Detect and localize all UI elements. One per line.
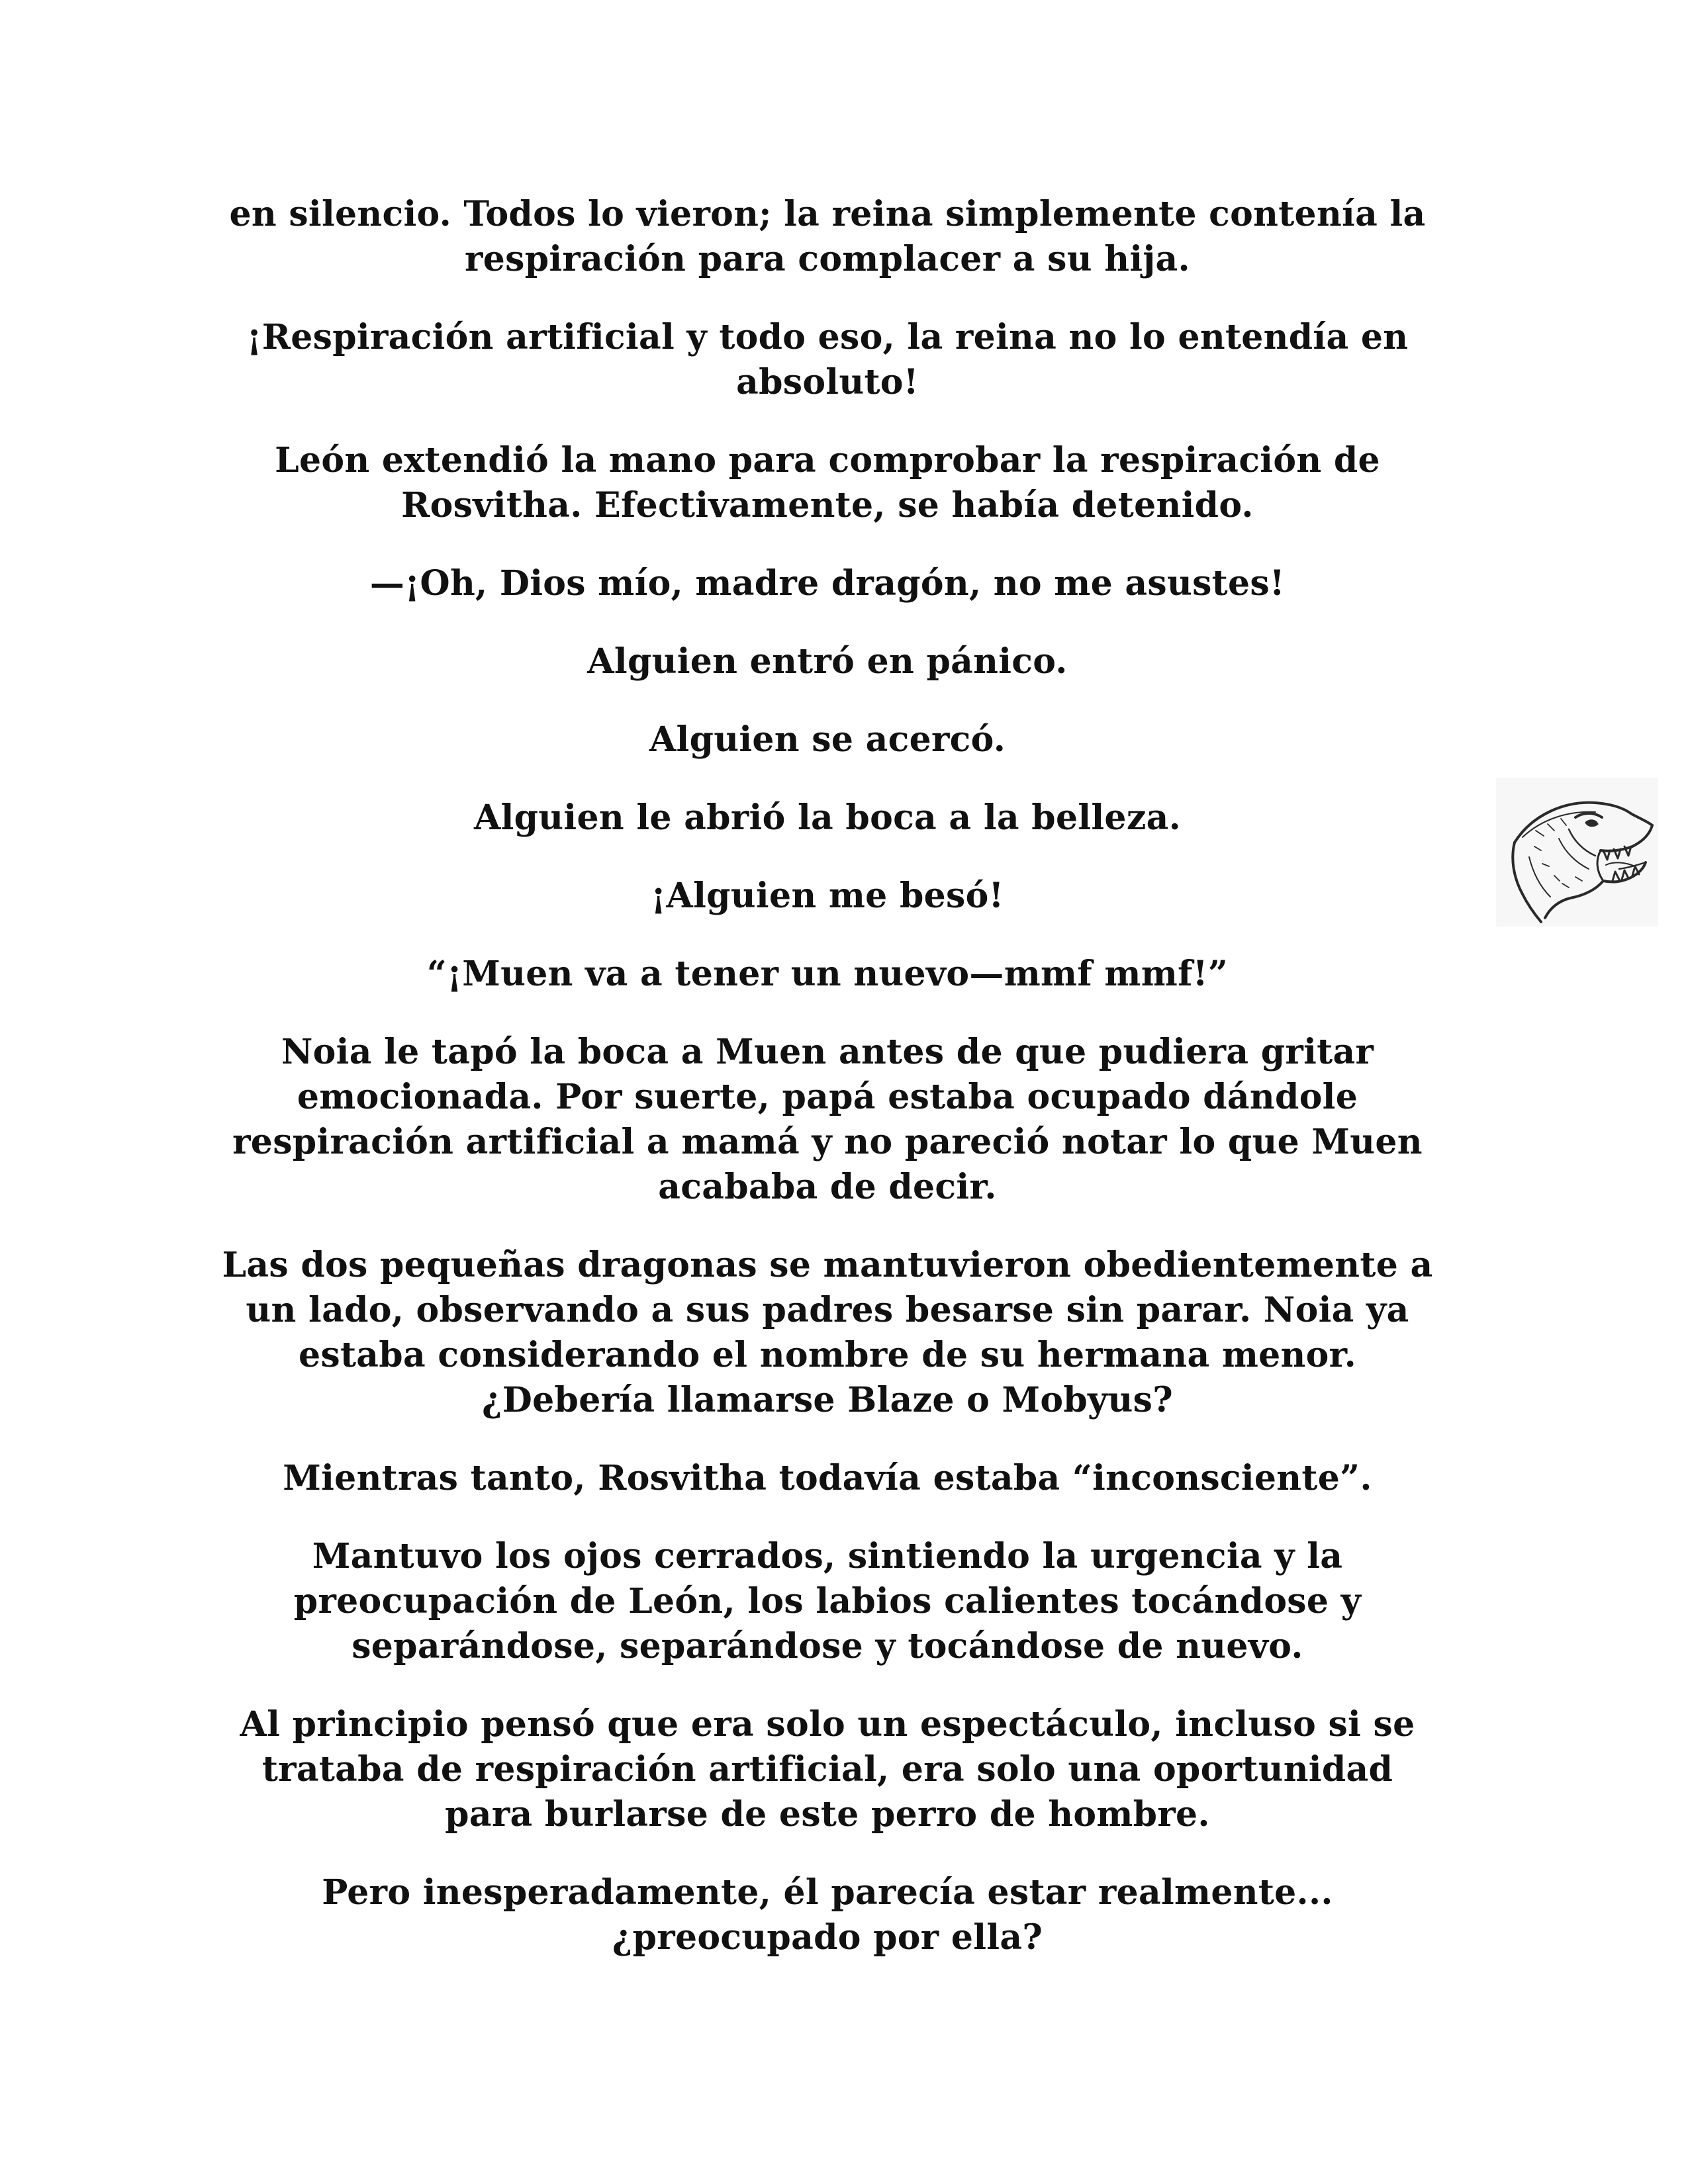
paragraph — [199, 561, 1456, 606]
paragraph-line: preocupación de León, los labios calientes tocándose y — [293, 1581, 1362, 1621]
paragraph-line: Las dos pequeñas dragonas se mantuvieron obedientemente a — [222, 1245, 1433, 1285]
paragraph — [199, 1534, 1456, 1669]
paragraph-line: “¡Muen va a tener un nuevo—mmf mmf!” — [426, 954, 1229, 994]
paragraph — [199, 438, 1456, 528]
paragraph-line: Alguien entró en pánico. — [587, 641, 1068, 682]
paragraph — [199, 874, 1456, 919]
page-body-text — [199, 192, 1456, 1993]
paragraph — [199, 1702, 1456, 1837]
paragraph — [199, 1456, 1456, 1501]
paragraph — [199, 1243, 1456, 1423]
paragraph-line: ¿preocupado por ella? — [612, 1917, 1043, 1958]
paragraph-line: León extendió la mano para comprobar la respiración de — [275, 440, 1380, 480]
dinosaur-head-sketch-icon — [1496, 778, 1658, 927]
paragraph-line: —¡Oh, Dios mío, madre dragón, no me asustes! — [369, 563, 1286, 604]
paragraph-line: acababa de decir. — [658, 1167, 997, 1207]
paragraph-line: respiración para complacer a su hija. — [465, 239, 1190, 279]
paragraph-line: para burlarse de este perro de hombre. — [445, 1794, 1210, 1835]
paragraph-line: respiración artificial a mamá y no pareció notar lo que Muen — [232, 1122, 1423, 1162]
paragraph — [199, 1870, 1456, 1960]
paragraph-line: Alguien le abrió la boca a la belleza. — [473, 797, 1182, 838]
paragraph-line: ¡Alguien me besó! — [651, 876, 1004, 916]
paragraph-line: absoluto! — [736, 362, 919, 402]
paragraph-line: Mantuvo los ojos cerrados, sintiendo la urgencia y la — [312, 1536, 1343, 1576]
paragraph — [199, 192, 1456, 282]
paragraph — [199, 952, 1456, 997]
paragraph-line: Mientras tanto, Rosvitha todavía estaba “inconsciente”. — [283, 1458, 1372, 1498]
paragraph — [199, 1030, 1456, 1210]
paragraph-line: ¡Respiración artificial y todo eso, la reina no lo entendía en — [246, 317, 1409, 357]
paragraph-line: ¿Debería llamarse Blaze o Mobyus? — [482, 1380, 1173, 1420]
paragraph — [199, 315, 1456, 405]
paragraph-line: emocionada. Por suerte, papá estaba ocupado dándole — [297, 1077, 1358, 1117]
paragraph-line: Pero inesperadamente, él parecía estar realmente... — [322, 1872, 1333, 1913]
paragraph-line: estaba considerando el nombre de su hermana menor. — [299, 1335, 1356, 1375]
paragraph — [199, 717, 1456, 762]
paragraph-line: Al principio pensó que era solo un espectáculo, incluso si se — [240, 1704, 1415, 1745]
paragraph-line: en silencio. Todos lo vieron; la reina simplemente contenía la — [229, 194, 1426, 234]
paragraph-line: Noia le tapó la boca a Muen antes de que pudiera gritar — [281, 1032, 1374, 1072]
paragraph-line: separándose, separándose y tocándose de nuevo. — [352, 1626, 1303, 1666]
paragraph-line: trataba de respiración artificial, era solo una oportunidad — [261, 1749, 1393, 1790]
paragraph-line: Alguien se acercó. — [649, 719, 1006, 760]
paragraph — [199, 639, 1456, 684]
paragraph — [199, 796, 1456, 841]
paragraph-line: Rosvitha. Efectivamente, se había detenido. — [401, 485, 1254, 525]
paragraph-line: un lado, observando a sus padres besarse sin parar. Noia ya — [246, 1290, 1409, 1330]
